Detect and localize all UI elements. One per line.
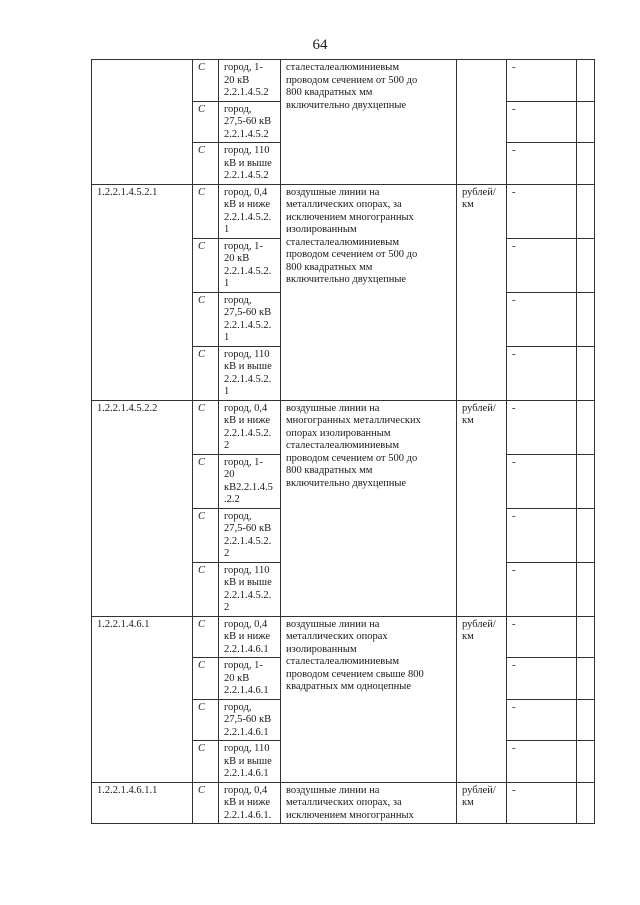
category-mark: С <box>193 741 219 783</box>
location-voltage: город, 1- 20 кВ 2.2.1.4.5.2 <box>219 60 281 102</box>
location-voltage: город, 110 кВ и выше 2.2.1.4.5.2. 2 <box>219 562 281 616</box>
line-description: сталесталеалюминиевым проводом сечением от 500 до 800 квадратных мм включительно двухцепные <box>281 60 457 185</box>
location-voltage: город, 1- 20 кВ2.2.1.4.5 .2.2 <box>219 454 281 508</box>
extra-column <box>577 454 595 508</box>
rate-value: - <box>507 454 577 508</box>
location-voltage: город, 27,5-60 кВ 2.2.1.4.6.1 <box>219 699 281 741</box>
category-mark: С <box>193 60 219 102</box>
category-mark: С <box>193 346 219 400</box>
item-code: 1.2.2.1.4.5.2.2 <box>92 400 193 616</box>
category-mark: С <box>193 699 219 741</box>
category-mark: С <box>193 562 219 616</box>
unit: рублей/ км <box>457 616 507 782</box>
unit: рублей/ км <box>457 184 507 400</box>
extra-column <box>577 101 595 143</box>
unit: рублей/ км <box>457 400 507 616</box>
extra-column <box>577 658 595 700</box>
category-mark: С <box>193 143 219 185</box>
rate-value: - <box>507 699 577 741</box>
extra-column <box>577 616 595 658</box>
rate-value: - <box>507 60 577 102</box>
line-description: воздушные линии на металлических опорах, за исключением многогранных изолированным сталесталеалюминиевым проводом сечением от 500 до 800 квадратных мм включительно двухцепные <box>281 184 457 400</box>
category-mark: С <box>193 454 219 508</box>
extra-column <box>577 562 595 616</box>
unit: рублей/ км <box>457 782 507 824</box>
rate-value: - <box>507 346 577 400</box>
extra-column <box>577 184 595 238</box>
extra-column <box>577 741 595 783</box>
location-voltage: город, 0,4 кВ и ниже 2.2.1.4.6.1. <box>219 782 281 824</box>
rate-value: - <box>507 101 577 143</box>
location-voltage: город, 1- 20 кВ 2.2.1.4.6.1 <box>219 658 281 700</box>
rate-value: - <box>507 658 577 700</box>
line-description: воздушные линии на металлических опорах изолированным сталесталеалюминиевым проводом сечением свыше 800 квадратных мм одноцепные <box>281 616 457 782</box>
rate-value: - <box>507 400 577 454</box>
category-mark: С <box>193 238 219 292</box>
item-code <box>92 60 193 185</box>
extra-column <box>577 699 595 741</box>
category-mark: С <box>193 101 219 143</box>
location-voltage: город, 110 кВ и выше 2.2.1.4.5.2 <box>219 143 281 185</box>
extra-column <box>577 292 595 346</box>
location-voltage: город, 27,5-60 кВ 2.2.1.4.5.2 <box>219 101 281 143</box>
category-mark: С <box>193 658 219 700</box>
extra-column <box>577 143 595 185</box>
location-voltage: город, 27,5-60 кВ 2.2.1.4.5.2. 2 <box>219 508 281 562</box>
location-voltage: город, 0,4 кВ и ниже 2.2.1.4.5.2. 2 <box>219 400 281 454</box>
category-mark: С <box>193 616 219 658</box>
rate-value: - <box>507 782 577 824</box>
item-code: 1.2.2.1.4.6.1 <box>92 616 193 782</box>
location-voltage: город, 0,4 кВ и ниже 2.2.1.4.6.1 <box>219 616 281 658</box>
rate-value: - <box>507 143 577 185</box>
rate-value: - <box>507 184 577 238</box>
item-code: 1.2.2.1.4.5.2.1 <box>92 184 193 400</box>
location-voltage: город, 27,5-60 кВ 2.2.1.4.5.2. 1 <box>219 292 281 346</box>
location-voltage: город, 110 кВ и выше 2.2.1.4.6.1 <box>219 741 281 783</box>
rate-value: - <box>507 562 577 616</box>
location-voltage: город, 1- 20 кВ 2.2.1.4.5.2. 1 <box>219 238 281 292</box>
table-row <box>92 400 595 454</box>
location-voltage: город, 0,4 кВ и ниже 2.2.1.4.5.2. 1 <box>219 184 281 238</box>
tariff-table <box>91 59 595 824</box>
table-row <box>92 782 595 824</box>
extra-column <box>577 238 595 292</box>
table-row <box>92 184 595 238</box>
rate-value: - <box>507 616 577 658</box>
line-description: воздушные линии на многогранных металлических опорах изолированным сталесталеалюминиевым проводом сечением от 500 до 800 квадратных мм включительно двухцепные <box>281 400 457 616</box>
location-voltage: город, 110 кВ и выше 2.2.1.4.5.2. 1 <box>219 346 281 400</box>
table-row <box>92 616 595 658</box>
rate-value: - <box>507 741 577 783</box>
category-mark: С <box>193 508 219 562</box>
category-mark: С <box>193 400 219 454</box>
table-body <box>92 60 595 824</box>
category-mark: С <box>193 292 219 346</box>
unit <box>457 60 507 185</box>
rate-value: - <box>507 238 577 292</box>
table-row <box>92 60 595 102</box>
extra-column <box>577 346 595 400</box>
category-mark: С <box>193 782 219 824</box>
extra-column <box>577 60 595 102</box>
rate-value: - <box>507 508 577 562</box>
item-code: 1.2.2.1.4.6.1.1 <box>92 782 193 824</box>
extra-column <box>577 508 595 562</box>
extra-column <box>577 782 595 824</box>
rate-value: - <box>507 292 577 346</box>
category-mark: С <box>193 184 219 238</box>
page-number: 64 <box>312 37 328 53</box>
line-description: воздушные линии на металлических опорах, за исключением многогранных <box>281 782 457 824</box>
extra-column <box>577 400 595 454</box>
